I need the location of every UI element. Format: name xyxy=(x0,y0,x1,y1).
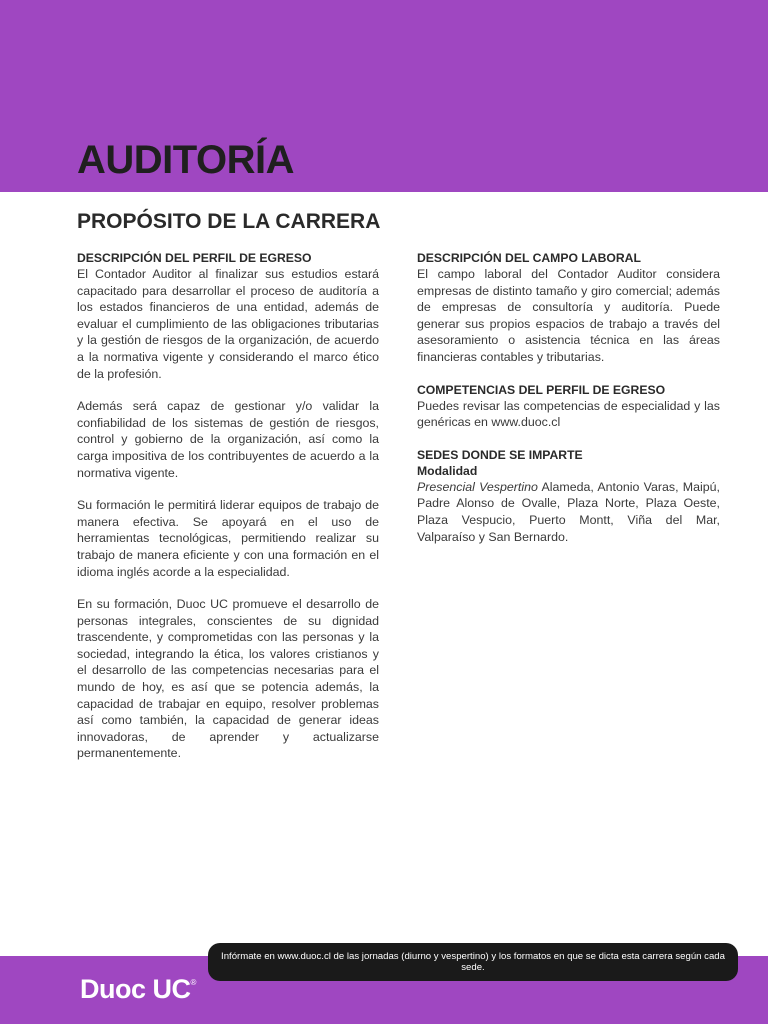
perfil-paragraph-2: Además será capaz de gestionar y/o validar la confiabilidad de los sistemas de gestión de riesgos, control y gobierno de la organización, así como la carga impositiva de los contribuyentes de acuerdo a la normativa vigente. xyxy=(77,399,379,480)
right-column xyxy=(417,251,720,562)
modalidad-value: Presencial Vespertino xyxy=(417,479,538,494)
header-band xyxy=(0,0,768,192)
page-title: AUDITORÍA xyxy=(77,138,294,182)
competencias-text: Puedes revisar las competencias de especialidad y las genéricas en www.duoc.cl xyxy=(417,398,720,430)
competencias-heading: COMPETENCIAS DEL PERFIL DE EGRESO xyxy=(417,382,666,397)
campo-text: El campo laboral del Contador Auditor considera empresas de distinto tamaño y giro comercial; además de empresas de consultoría y auditoría. Puede generar sus propios espacios de trabajo a través del asesoramiento o asistencia técnica en las áreas financieras contables y tributarias. xyxy=(417,267,720,364)
competencias-section xyxy=(417,383,720,431)
sedes-section xyxy=(417,448,720,545)
sedes-heading: SEDES DONDE SE IMPARTE xyxy=(417,447,583,462)
logo-text: Duoc UC xyxy=(80,974,191,1004)
duoc-logo xyxy=(80,974,196,1005)
campo-heading: DESCRIPCIÓN DEL CAMPO LABORAL xyxy=(417,251,641,265)
registered-mark: ® xyxy=(190,978,196,987)
perfil-heading: DESCRIPCIÓN DEL PERFIL DE EGRESO xyxy=(77,251,312,265)
sedes-list: Alameda, Antonio Varas, Maipú, Padre Alonso de Ovalle, Plaza Norte, Plaza Oeste, Plaza Vespucio, Puerto Montt, Viña del Mar, Valparaíso y San Bernardo. xyxy=(417,479,720,544)
campo-section xyxy=(417,251,720,366)
left-column xyxy=(77,251,379,778)
perfil-paragraph-3: Su formación le permitirá liderar equipos de trabajo de manera efectiva. Se apoyará en el uso de herramientas tecnológicas, permitiendo realizar su trabajo de manera eficiente y con una formación en el idioma inglés acorde a la especialidad. xyxy=(77,498,379,579)
info-banner: Infórmate en www.duoc.cl de las jornadas (diurno y vespertino) y los formatos en que se dicta esta carrera según cada sede. xyxy=(208,943,738,981)
perfil-paragraph-4: En su formación, Duoc UC promueve el desarrollo de personas integrales, conscientes de su dignidad trascendente, y comprometidas con las personas y la sociedad, integrando la ética, los valores cristianos y el desarrollo de las competencias necesarias para el mundo de hoy, es así que se potencia además, la capacidad de trabajar en equipo, resolver problemas así como también, la capacidad de generar ideas innovadoras, de aprender y actualizarse permanentemente. xyxy=(77,597,379,761)
perfil-paragraph-1: El Contador Auditor al finalizar sus estudios estará capacitado para desarrollar el proceso de auditoría a los estados financieros de una entidad, además de evaluar el cumplimiento de las obligaciones tributarias y la gestión de riesgos de la organización, de acuerdo a la normativa vigente y considerando el marco ético de la profesión. xyxy=(77,267,379,381)
sedes-text xyxy=(417,479,720,545)
modalidad-label: Modalidad xyxy=(417,463,478,478)
section-title: PROPÓSITO DE LA CARRERA xyxy=(77,210,381,233)
